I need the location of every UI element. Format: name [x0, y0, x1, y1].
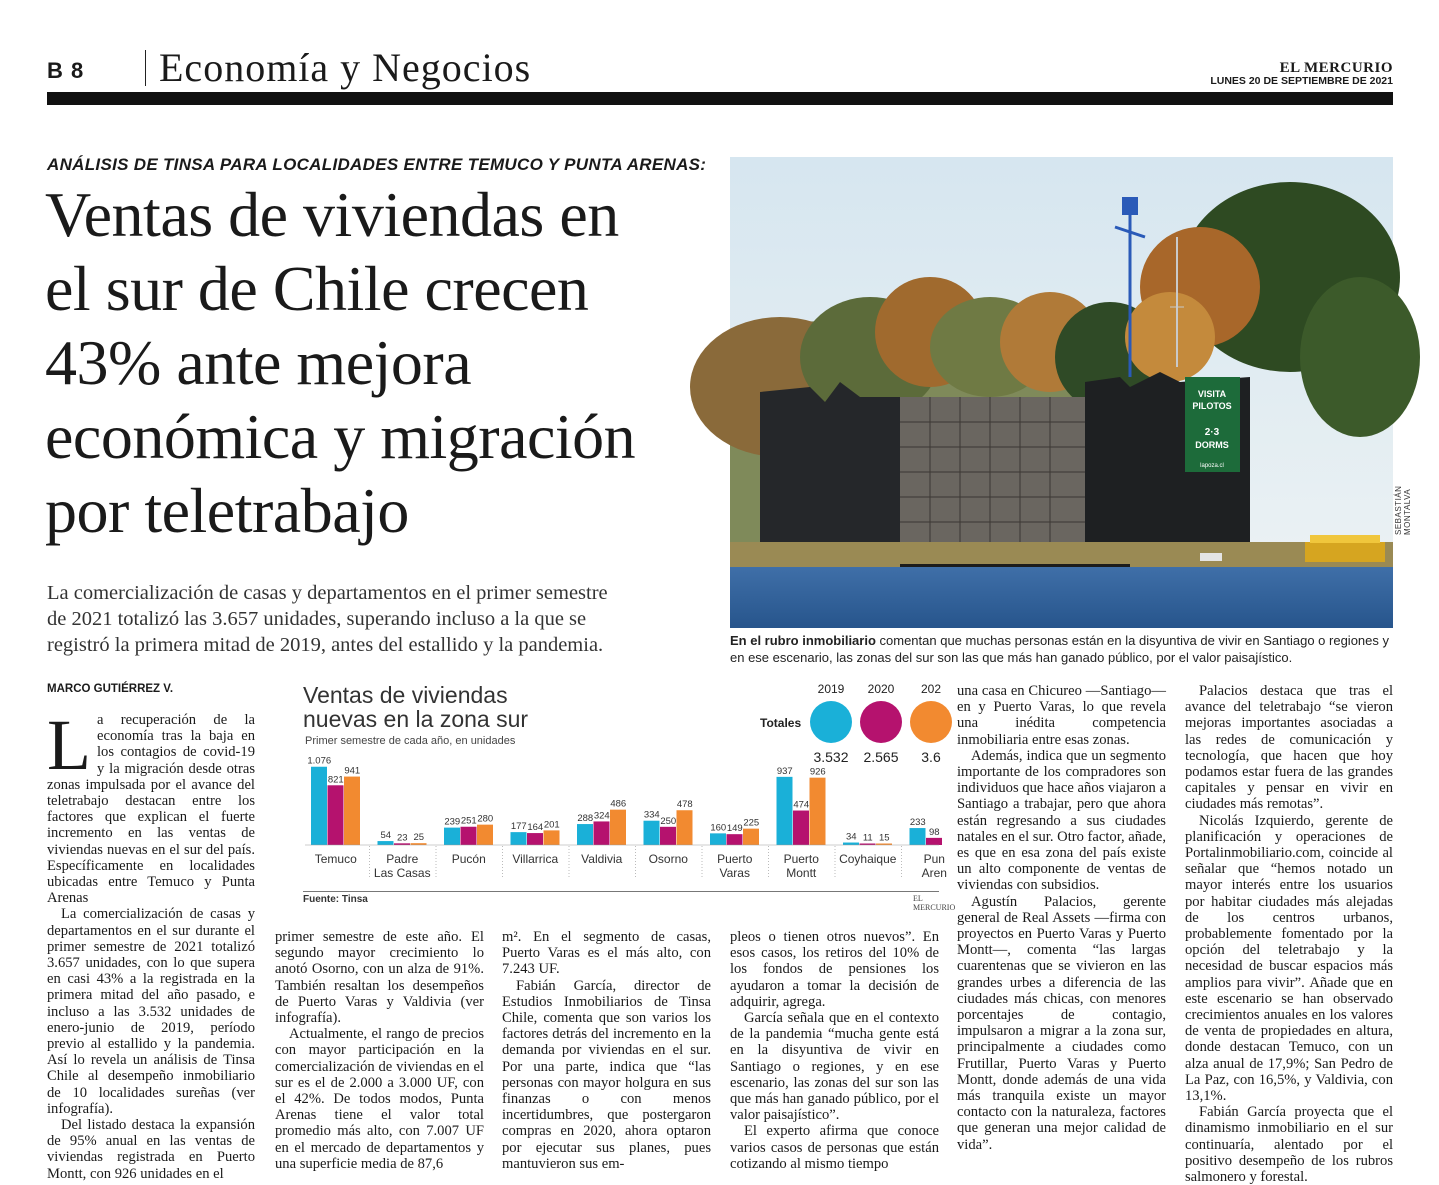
deck-line: de 2021 totalizó las 3.657 unidades, superando incluso a la que se [47, 608, 587, 630]
totals-year: 202 [920, 682, 942, 696]
sign-text-1: VISITA [1197, 389, 1227, 399]
paragraph: Fabián García, director de Estudios Inmobiliarios de Tinsa Chile, comenta que son varios los factores detrás del incremento en la demanda por viviendas en el sur. Por una parte, indica que “las personas con mayor holgura en sus finanzas o con menos incertidumbres, que postergaron compras en 2020, ahora optaron por ejecutar sus planes, pues mantuvieron sus em- [502, 977, 711, 1172]
bar-2019 [644, 821, 660, 845]
bar-value-label: 474 [793, 799, 810, 811]
infographic-subtitle: Primer semestre de cada año, en unidades [305, 735, 516, 747]
infographic [275, 678, 956, 912]
infographic-rule [303, 891, 939, 892]
headline-line: Ventas de viviendas en [45, 179, 619, 250]
bar-2019 [577, 824, 593, 845]
bar-2019 [710, 833, 726, 845]
bar-2019 [910, 828, 926, 845]
category-label: Coyhaique [839, 852, 897, 866]
paragraph: Palacios destaca que tras el avance del teletrabajo “se vieron mejoras importantes asociadas a las redes de comunicación y tecnología, que hacen que hoy podamos estar fuera de las grandes capitales y pensar en vivir en ciudades más remotas”. [1185, 683, 1393, 813]
category-label: Las Casas [373, 866, 431, 880]
category-label: Montt [786, 866, 817, 880]
category-label: Temuco [314, 852, 357, 866]
totals-label: Totales [760, 716, 802, 730]
bar-value-label: 926 [809, 766, 826, 778]
deck [47, 580, 697, 658]
article-column-3 [502, 929, 711, 1172]
totals-year: 2020 [867, 682, 895, 696]
bar-2019 [511, 832, 527, 845]
bar-value-label: 486 [610, 798, 627, 810]
bar-value-label: 288 [577, 813, 594, 825]
bar-value-label: 324 [593, 810, 610, 822]
bar-value-label: 250 [660, 815, 677, 827]
article-column-1 [47, 705, 255, 1182]
bar-value-label: 164 [527, 822, 544, 834]
bar-2019 [444, 828, 460, 845]
bar-2021 [677, 810, 693, 845]
infographic-title-line: nuevas en la zona sur [303, 706, 529, 732]
paragraph: primer semestre de este año. El segundo mayor crecimiento lo anotó Osorno, con un alza de 91%. También resaltan los desempeños de Puerto Varas y Valdivia (ver infografía). [275, 929, 484, 1027]
bar-2021 [743, 829, 759, 845]
bar-value-label: 149 [726, 823, 743, 835]
caption-lead: En el rubro inmobiliario [730, 633, 876, 648]
paragraph: Actualmente, el rango de precios con mayor participación en la comercialización de viviendas en el sur es el de 2.000 a 3.000 UF, con el 42%. De todos modos, Punta Arenas tiene el valor total promedio más alto, con 7.007 UF en el mercado de departamentos y una superficie media de 87,6 [275, 1026, 484, 1172]
paragraph: Además, indica que un segmento importante de los compradores son individuos que hace años viajaron a Santiago a trabajar, pero que ahora están regresando a sus ciudades natales en el sur. Otro factor, añade, es que en esa zona del país existe un alto componente de ventas de viviendas con subsidios. [957, 747, 1166, 894]
paragraph: El experto afirma que conoce varios casos de personas que están cotizando al mismo tiempo [730, 1123, 939, 1172]
category-label: Puerto [717, 852, 753, 866]
bar-value-label: 251 [460, 815, 477, 827]
article-column-4 [730, 929, 939, 1172]
article-column-2 [275, 929, 484, 1172]
category-label: Varas [719, 866, 750, 880]
bar-2019 [777, 777, 793, 845]
category-label: Padre [386, 852, 419, 866]
headline-line: el sur de Chile crecen [45, 253, 589, 324]
category-label: Valdivia [581, 852, 623, 866]
bar-2020 [727, 834, 743, 845]
paragraph: Nicolás Izquierdo, gerente de planificación y operaciones de Portalinmobiliario.com, coincide al señalar que “hemos notado un mayor interés entre los usuarios por habitar ciudades más alejadas de los centros urbanos, probablemente fomentado por la opción del teletrabajo y la necesidad de buscar espacios más amplios para vivir”. Añade que en este escenario se han observado crecimientos anuales en los valores de venta de propiedades en altura, donde destacan Temuco, con un alza anual de 17,9%; San Pedro de La Paz, con 16,5%, y Valdivia, con 13,1%. [1185, 812, 1393, 1105]
section-title: Economía y Negocios [159, 45, 532, 90]
bar-value-label: 34 [845, 831, 857, 843]
bar-value-label: 225 [743, 817, 760, 829]
infographic-source: Fuente: Tinsa [303, 894, 368, 905]
paragraph-text: a recuperación de la economía tras la baja en los contagios de covid-19 y la migración desde otras zonas impulsada por el avance del teletrabajo destacan entre los factores que explican el fuerte incremento en las ventas de viviendas nuevas en el sur del país. Específicamente en localidades ubicadas entre Temuco y Punta Arenas [47, 712, 255, 907]
byline: MARCO GUTIÉRREZ V. [47, 683, 174, 695]
infographic-logo: EL MERCURIO [913, 894, 956, 912]
bar-value-label: 25 [413, 832, 425, 844]
totals-value: 3.532 [813, 749, 849, 765]
bar-value-label: 177 [510, 821, 527, 833]
deck-line: registró la primera mitad de 2019, antes del estallido y la pandemia. [47, 634, 604, 656]
header-rule [47, 92, 1393, 105]
bar-2020 [594, 821, 610, 845]
caption-text: comentan que muchas personas están en la disyuntiva de vivir en Santiago o regiones y en ese escenario, las zonas del sur son las que más han ganado público, por el valor paisajístico. [730, 633, 1389, 665]
article-column-5 [957, 683, 1166, 1153]
sign-text-2: PILOTOS [1192, 401, 1232, 411]
bar-2019 [378, 841, 394, 845]
sign-text-4: DORMS [1195, 440, 1229, 450]
bar-value-label: 1.076 [307, 755, 332, 767]
article-column-6 [1185, 683, 1393, 1185]
page-number: B 8 [47, 58, 85, 83]
paragraph: Del listado destaca la expansión de 95% anual en las ventas de viviendas registrada en Puerto Montt, con 926 unidades en el [47, 1117, 255, 1182]
bar-2019 [843, 843, 859, 845]
bar-2020 [328, 785, 344, 845]
totals-circle [860, 701, 902, 743]
bar-2021 [344, 777, 360, 845]
headline [45, 178, 725, 548]
deck-line: La comercialización de casas y departamentos en el primer semestre [47, 582, 608, 604]
category-label: Puerto [783, 852, 819, 866]
drop-cap: L [47, 705, 91, 785]
bar-2020 [527, 833, 543, 845]
bar-value-label: 54 [380, 830, 392, 842]
bar-2020 [793, 811, 809, 845]
issue-date: LUNES 20 DE SEPTIEMBRE DE 2021 [1210, 75, 1393, 87]
bar-2020 [461, 827, 477, 845]
bar-value-label: 160 [710, 822, 727, 834]
header-divider [145, 50, 146, 86]
bar-value-label: 201 [543, 819, 560, 831]
headline-line: 43% ante mejora [45, 327, 472, 398]
bar-value-label: 280 [477, 813, 494, 825]
bar-chart [275, 678, 947, 890]
category-label: Pucón [451, 852, 486, 866]
paragraph: Agustín Palacios, gerente general de Real Assets —firma con proyectos en Puerto Varas y Puerto Montt—, comenta “las largas cuarentenas que se vivieron en las grandes urbes a diferencia de las ciudades más chicas, con menores porcentajes de contagio, impulsaron a migrar a la zona sur, principalmente a ciudades como Frutillar, Puerto Varas y Puerto Montt, donde además de una vida más tranquila existe un mayor contacto con la naturaleza, factores que generan una mejor calidad de vida”. [957, 893, 1166, 1153]
paragraph: una casa en Chicureo —Santiago— en y Puerto Varas, lo que revela una inédita competencia inmobiliaria entre esas zonas. [957, 683, 1166, 748]
totals-value: 3.6 [921, 749, 941, 765]
paragraph [47, 705, 255, 907]
photo-credit: SEBASTIÁN MONTALVA [1394, 485, 1412, 535]
headline-line: por teletrabajo [45, 475, 409, 546]
kicker: ANÁLISIS DE TINSA PARA LOCALIDADES ENTRE TEMUCO Y PUNTA ARENAS: [47, 155, 707, 174]
bar-2021 [610, 810, 626, 845]
category-label: Osorno [648, 852, 688, 866]
photo-caption [730, 632, 1393, 666]
news-photo [730, 157, 1393, 628]
bar-2020 [926, 838, 942, 845]
paragraph: Fabián García proyecta que el dinamismo inmobiliario en el sur continuaría, alentado por el positivo desempeño de los rubros salmonero y forestal. [1185, 1104, 1393, 1185]
totals-year: 2019 [817, 682, 845, 696]
bar-value-label: 239 [444, 816, 461, 828]
headline-line: económica y migración [45, 401, 636, 472]
bar-value-label: 821 [327, 774, 344, 786]
newspaper-name: EL MERCURIO [1279, 60, 1393, 76]
bar-value-label: 334 [643, 809, 660, 821]
totals-circle [910, 701, 952, 743]
bar-2021 [810, 778, 826, 845]
paragraph: La comercialización de casas y departamentos en el sur durante el primer semestre de 2021 totalizó 3.657 unidades, con lo que supera en casi 43% a la registrada en la primera mitad del año pasado, e incluso a las 3.532 unidades de enero-junio de 2019, período previo al estallido y la pandemia. Así lo revela un análisis de Tinsa Chile al desempeño inmobiliario de 10 localidades sureñas (ver infografía). [47, 906, 255, 1117]
bar-value-label: 233 [909, 817, 926, 829]
category-label: Aren [921, 866, 947, 880]
bar-value-label: 478 [676, 799, 693, 811]
bar-value-label: 15 [878, 832, 890, 844]
category-label: Villarrica [512, 852, 559, 866]
totals-circle [810, 701, 852, 743]
bar-value-label: 98 [928, 826, 940, 838]
bar-value-label: 941 [344, 765, 361, 777]
bar-2021 [544, 830, 560, 845]
bar-value-label: 11 [862, 832, 873, 844]
sign-text-3: 2·3 [1204, 427, 1220, 438]
infographic-title-line: Ventas de viviendas [303, 682, 508, 708]
sign-text-url: lapoza.cl [1200, 463, 1224, 469]
paragraph: pleos o tienen otros nuevos”. En esos casos, los retiros del 10% de los fondos de pensiones los ayudaron a tomar la decisión de adquirir, agrega. [730, 929, 939, 1010]
bar-2020 [660, 827, 676, 845]
bar-value-label: 937 [776, 765, 793, 777]
totals-value: 2.565 [863, 749, 899, 765]
bar-2021 [477, 825, 493, 845]
paragraph: García señala que en el contexto de la pandemia “mucha gente está en la disyuntiva de vivir en Santiago o regiones, y en ese escenario, las zonas del sur son las que más han ganado público, por el valor paisajístico”. [730, 1010, 939, 1124]
paragraph: m². En el segmento de casas, Puerto Varas es el más alto, con 7.243 UF. [502, 929, 711, 978]
bar-2019 [311, 767, 327, 845]
bar-value-label: 23 [396, 832, 408, 844]
photo-illustration [730, 157, 1393, 628]
category-label: Pun [923, 852, 945, 866]
section-header [47, 44, 747, 92]
